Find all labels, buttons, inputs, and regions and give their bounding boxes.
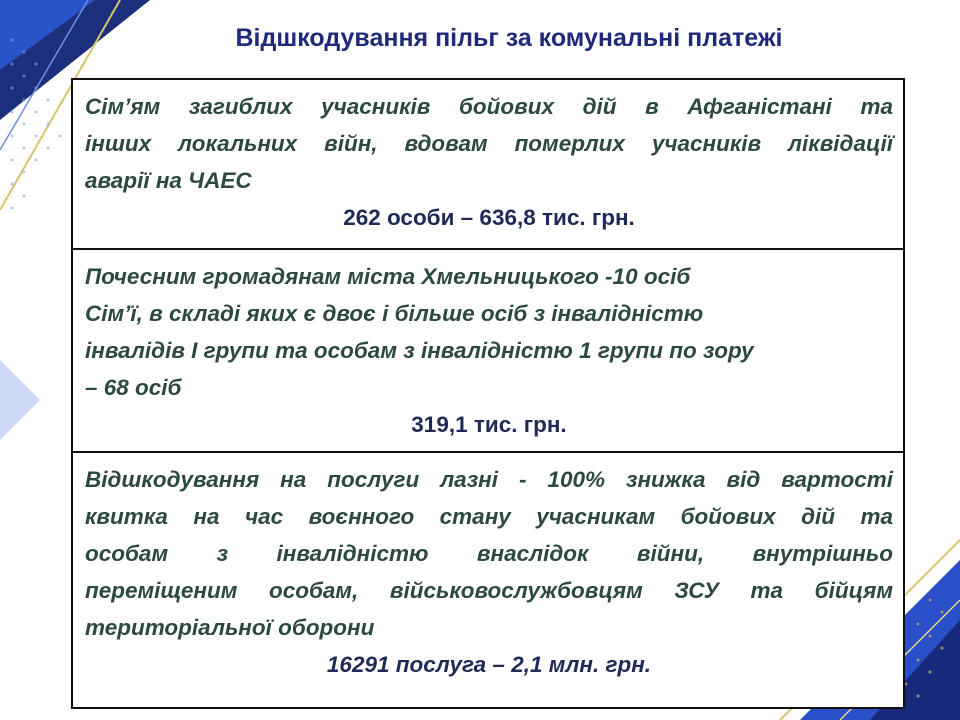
row-text-line: Сім’ї, в складі яких є двоє і більше осіб з інвалідністю bbox=[85, 301, 704, 326]
row-text-line: аварії на ЧАЕС bbox=[85, 168, 252, 193]
table-row bbox=[73, 451, 903, 707]
table-row bbox=[73, 248, 903, 451]
row-text-line: Почесним громадянам міста Хмельницького -10 осіб bbox=[85, 264, 691, 289]
page-title: Відшкодування пільг за комунальні платежі bbox=[235, 24, 783, 52]
row-text-line: переміщеним особам, військовослужбовцям ЗСУ та бійцям bbox=[85, 578, 893, 603]
row-text-line: Відшкодування на послуги лазні - 100% знижка від вартості bbox=[85, 467, 893, 492]
left-edge-shape bbox=[0, 360, 40, 440]
row-text-line: – 68 осіб bbox=[85, 375, 182, 400]
row-text-line: Сім’ям загиблих учасників бойових дій в Афганістані та bbox=[85, 94, 893, 119]
row-text-line: квитка на час воєнного стану учасникам бойових дій та bbox=[85, 504, 893, 529]
row-text-line: інших локальних війн, вдовам померлих учасників ліквідації bbox=[85, 131, 893, 156]
row-text-line: інвалідів І групи та особам з інвалідністю 1 групи по зору bbox=[85, 338, 754, 363]
row-total: 16291 послуга – 2,1 млн. грн. bbox=[326, 652, 652, 677]
row-text-line: територіальної оборони bbox=[85, 615, 375, 640]
table-row bbox=[73, 80, 903, 248]
row-total: 319,1 тис. грн. bbox=[411, 412, 567, 437]
row-total: 262 особи – 636,8 тис. грн. bbox=[343, 205, 635, 230]
benefits-table bbox=[71, 78, 905, 709]
row-text-line: особам з інвалідністю внаслідок війни, внутрішньо bbox=[85, 541, 893, 566]
